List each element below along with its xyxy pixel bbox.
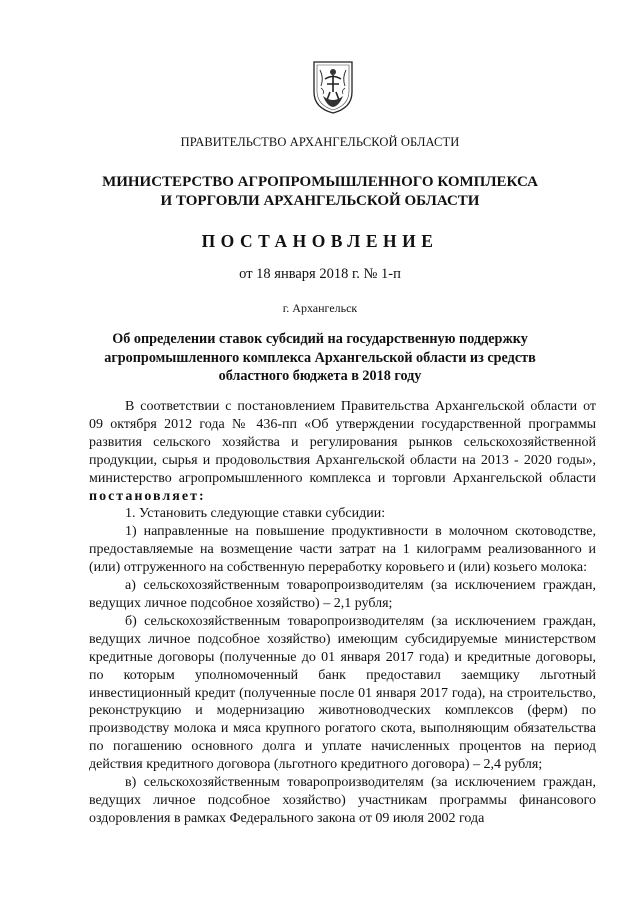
document-body <box>89 398 596 828</box>
subject-line1: Об определении ставок субсидий на государственную поддержку <box>112 331 528 347</box>
document-subject <box>0 330 640 386</box>
paragraph-item-b: б) сельскохозяйственным товаропроизводителям (за исключением граждан, ведущих личное подсобное хозяйство) имеющим субсидируемые министерством кредитные договоры (полученные до 01 января 2017 года) и кредитные договоры, по которым уполномоченный банк предоставил заемщику льготный инвестиционный кредит (полученные после 01 января 2017 года), на строительство, реконструкцию и модернизацию животноводческих комплексов (ферм) по производству молока и мяса крупного рогатого скота, выполняющим обязательства по погашению основного долга и уплате начисленных процентов на период действия кредитного договора (льготного кредитного договора) – 2,4 рубля; <box>89 613 596 773</box>
paragraph-preamble <box>89 398 596 505</box>
paragraph-item-a: а) сельскохозяйственным товаропроизводителям (за исключением граждан, ведущих личное подсобное хозяйство) – 2,1 рубля; <box>89 578 596 611</box>
document-date-number: от 18 января 2018 г. № 1-п <box>239 266 401 282</box>
resolution-keyword: постановляет: <box>89 488 206 504</box>
paragraph-subclause-1: 1) направленные на повышение продуктивности в молочном скотоводстве, предоставляемые на возмещение части затрат на 1 килограмм реализованного и (или) отгруженного на собственную переработку коровьего и (или) козьего молока: <box>89 524 596 576</box>
ministry-name-line1: МИНИСТЕРСТВО АГРОПРОМЫШЛЕННОГО КОМПЛЕКСА <box>102 174 538 190</box>
ministry-name-line2: И ТОРГОВЛИ АРХАНГЕЛЬСКОЙ ОБЛАСТИ <box>160 193 480 209</box>
document-city: г. Архангельск <box>282 301 358 315</box>
subject-line3: областного бюджета в 2018 году <box>218 368 422 384</box>
government-name: ПРАВИТЕЛЬСТВО АРХАНГЕЛЬСКОЙ ОБЛАСТИ <box>180 135 460 149</box>
ministry-name <box>0 173 640 211</box>
document-type: ПОСТАНОВЛЕНИЕ <box>201 231 439 251</box>
coat-of-arms-icon <box>311 58 355 114</box>
subject-line2: агропромышленного комплекса Архангельской области из средств <box>104 349 536 366</box>
paragraph-item-v: в) сельскохозяйственным товаропроизводителям (за исключением граждан, ведущих личное подсобное хозяйство) участникам программы финансового оздоровления в рамках Федерального закона от 09 июля 2002 года <box>89 775 596 826</box>
paragraph-clause-1: 1. Установить следующие ставки субсидии: <box>125 506 386 522</box>
preamble-text: В соответствии с постановлением Правительства Архангельской области от 09 октября 2012 года № 436-пп «Об утверждении государственной программы развития сельского хозяйства и регулирования рынков сельскохозяйственной продукции, сырья и продовольствия Архангельской области на 2013 - 2020 годы», министерство агропромышленного комплекса и торговли Архангельской области <box>89 399 596 486</box>
